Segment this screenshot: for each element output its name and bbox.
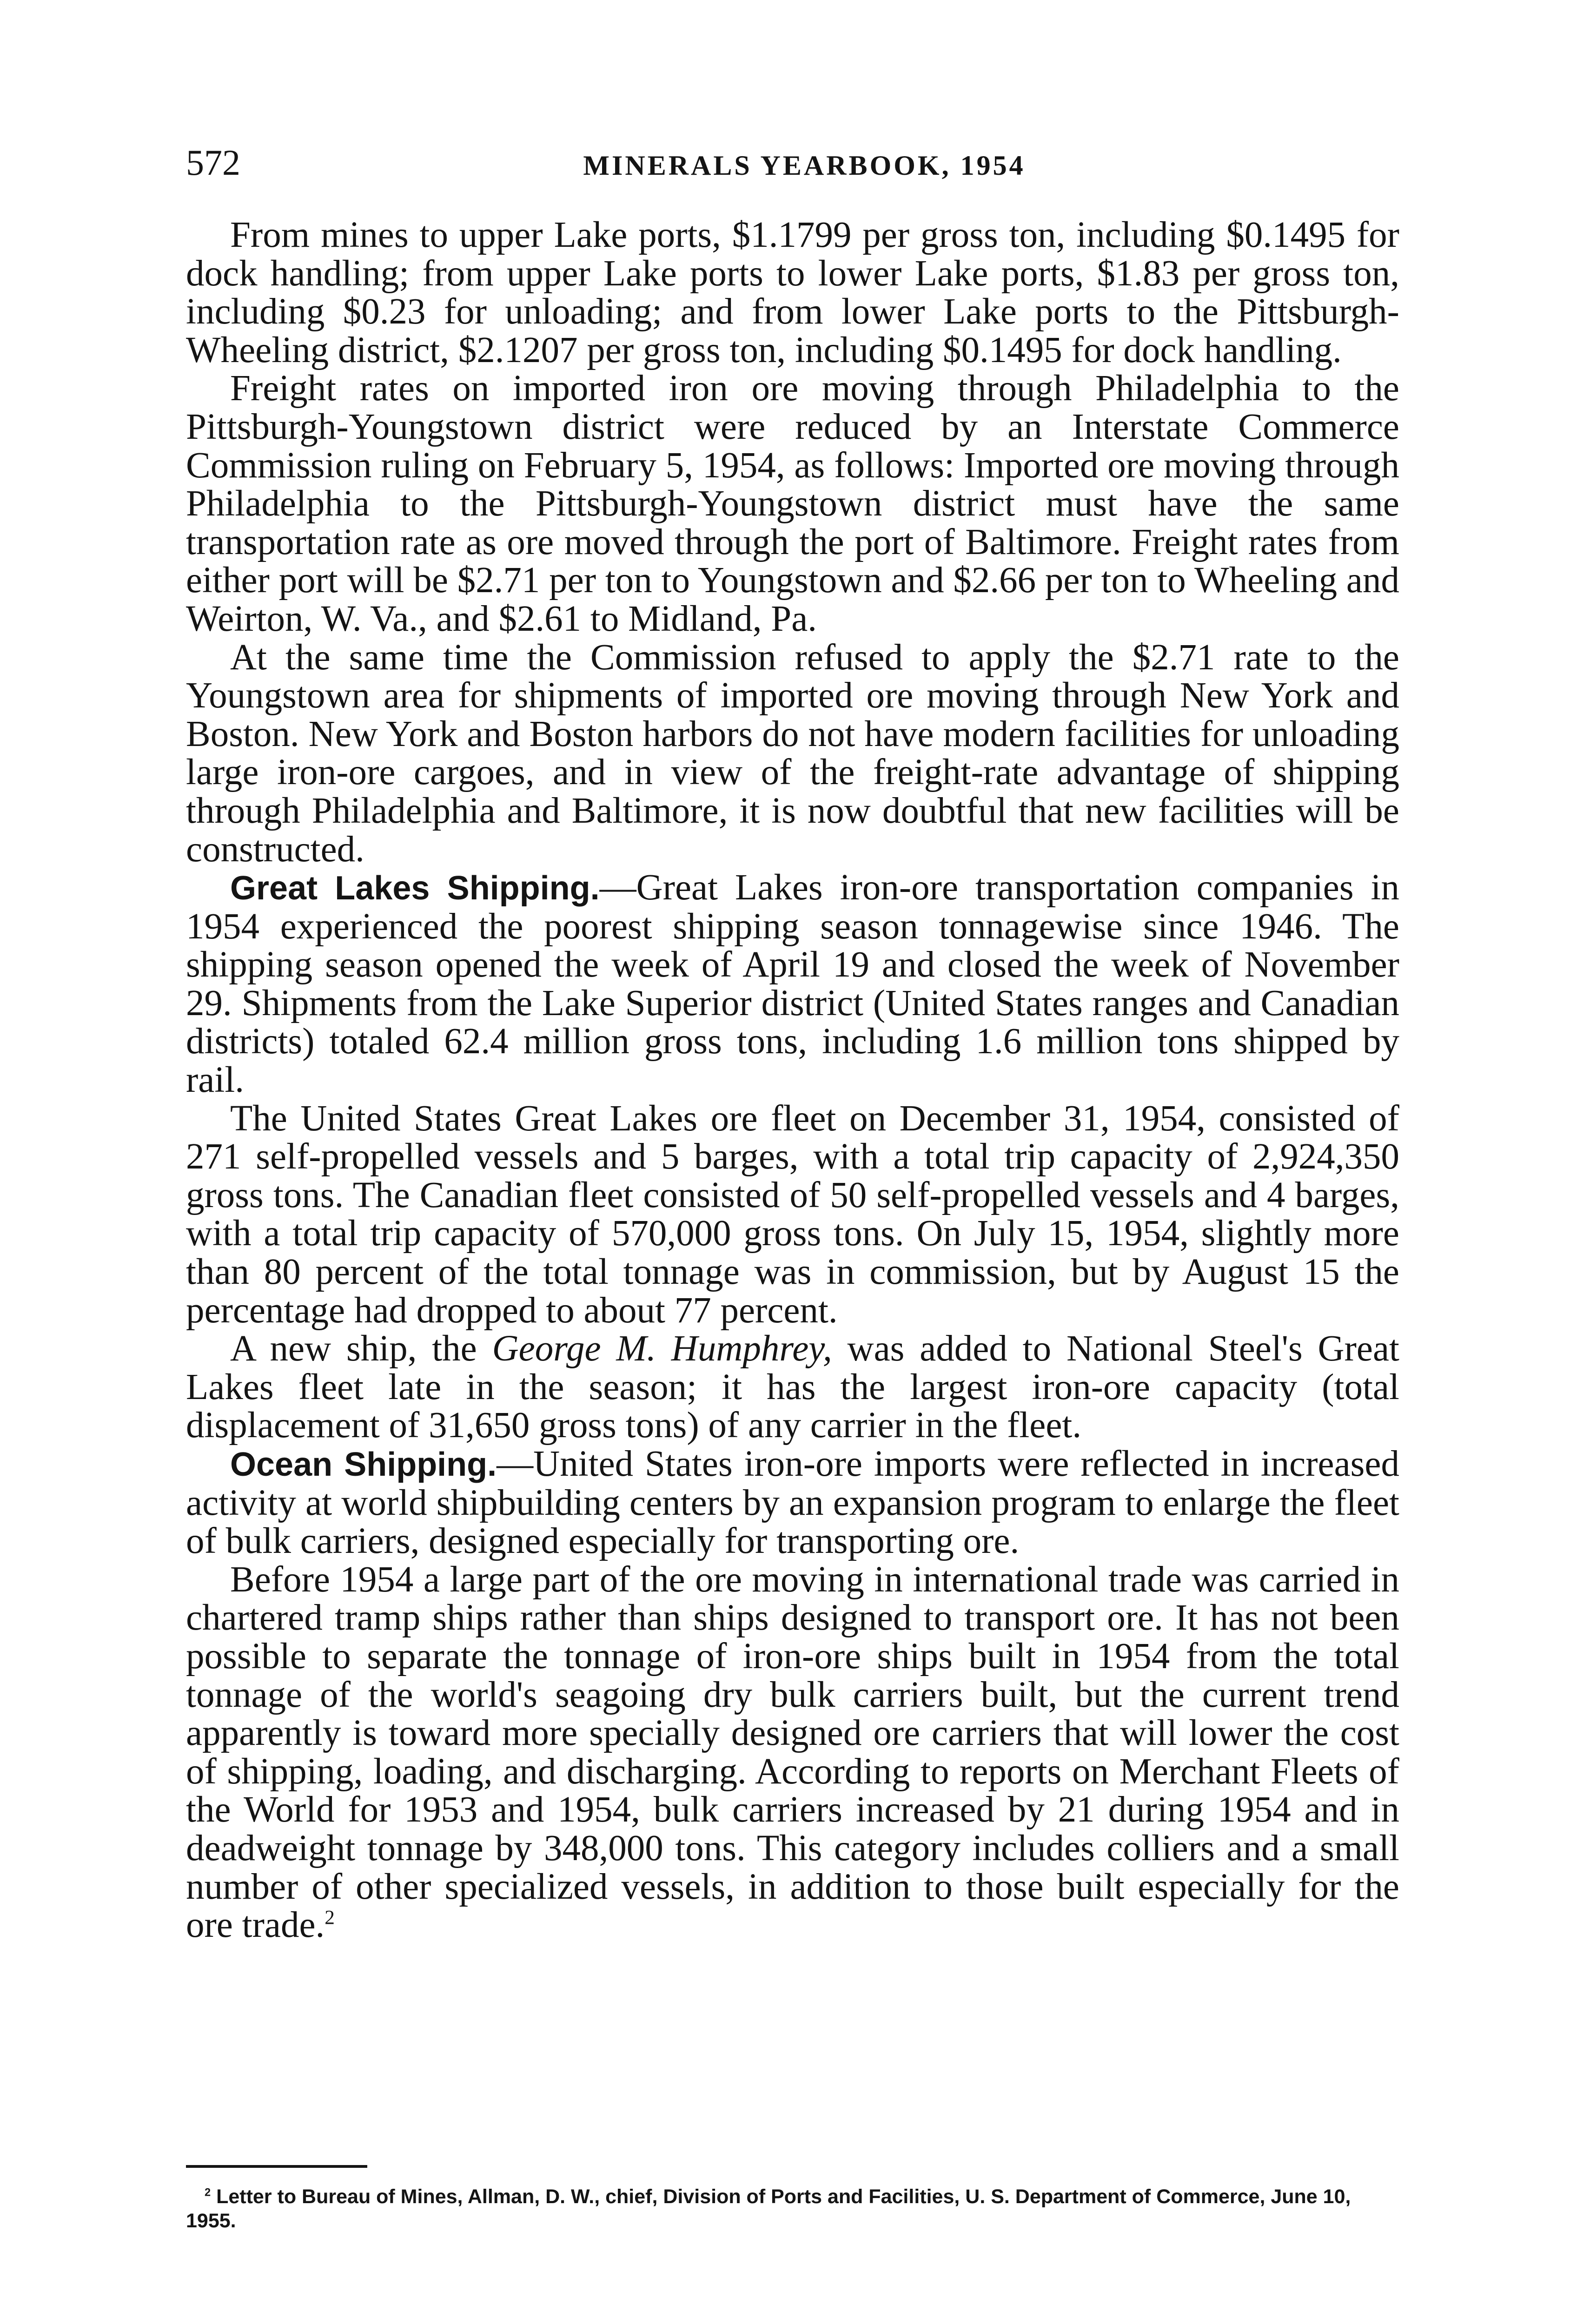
paragraph (186, 639, 1399, 869)
paragraph (186, 869, 1399, 1100)
paragraph (186, 216, 1399, 370)
footnote-marker: 2 (205, 2186, 211, 2199)
paragraph (186, 370, 1399, 638)
section-heading-great-lakes-shipping: Great Lakes Shipping. (230, 870, 600, 907)
page-number: 572 (186, 142, 240, 183)
paragraph (186, 1561, 1399, 1945)
paragraph-text: The United States Great Lakes ore fleet on December 31, 1954, consisted of 271 self-propelled vessels and 5 barges, with a total trip capacity of 2,924,350 gross tons. The Canadian fleet consisted of 50 self-propelled vessels and 4 barges, with a total trip capacity of 570,000 gross tons. On July 15, 1954, slightly more than 80 percent of the total tonnage was in commission, but by August 15 the percentage had dropped to about 77 percent. (186, 1098, 1399, 1331)
paragraph (186, 1445, 1399, 1561)
paragraph (186, 1100, 1399, 1330)
ship-name: George M. Humphrey, (492, 1328, 832, 1369)
paragraph-text: Before 1954 a large part of the ore moving in international trade was carried in chartered tramp ships rather than ships designed to transport ore. It has not been possible to separate the tonnage of iron-ore ships built in 1954 from the total tonnage of the world's seagoing dry bulk carriers built, but the current trend apparently is toward more specially designed ore carriers that will lower the cost of shipping, loading, and discharging. According to reports on Merchant Fleets of the World for 1953 and 1954, bulk carriers increased by 21 during 1954 and in deadweight tonnage by 348,000 tons. This category includes colliers and a small number of other specialized vessels, in addition to those built especially for the ore trade. (186, 1559, 1399, 1946)
footnote-divider (186, 2165, 367, 2168)
section-heading-ocean-shipping: Ocean Shipping. (230, 1446, 497, 1483)
paragraph-text: —United States iron-ore imports were reflected in increased activity at world shipbuilding centers by an expansion program to enlarge the fleet of bulk carriers, designed especially for transporting ore. (186, 1444, 1399, 1562)
page-header (186, 139, 1423, 191)
body-text (186, 216, 1399, 1945)
paragraph-text: —Great Lakes iron-ore transportation companies in 1954 experienced the poorest shipping season tonnagewise since 1946. The shipping season opened the week of April 19 and closed the week of November 29. Shipments from the Lake Superior district (United States ranges and Canadian districts) totaled 62.4 million gross tons, including 1.6 million tons shipped by rail. (186, 867, 1400, 1101)
paragraph-text: A new ship, the (230, 1328, 492, 1369)
footnote (186, 2185, 1399, 2233)
paragraph-text: From mines to upper Lake ports, $1.1799 per gross ton, including $0.1495 for dock handling; from upper Lake ports to lower Lake ports, $1.83 per gross ton, including $0.23 for unloading; and from lower Lake ports to the Pittsburgh-Wheeling district, $2.1207 per gross ton, including $0.1495 for dock handling. (186, 215, 1399, 370)
running-head: MINERALS YEARBOOK, 1954 (583, 150, 1026, 181)
footnote-reference: 2 (325, 1906, 335, 1929)
paragraph (186, 1330, 1399, 1445)
paragraph-text: Freight rates on imported iron ore moving through Philadelphia to the Pittsburgh-Youngstown district were reduced by an Interstate Commerce Commission ruling on February 5, 1954, as follows: Imported ore moving through Philadelphia to the Pittsburgh-Youngstown district must have the same transportation rate as ore moved through the port of Baltimore. Freight rates from either port will be $2.71 per ton to Youngstown and $2.66 per ton to Wheeling and Weirton, W. Va., and $2.61 to Midland, Pa. (186, 368, 1399, 639)
footnote-text: Letter to Bureau of Mines, Allman, D. W., chief, Division of Ports and Facilities, U. S. Department of Commerce, June 10, 1955. (186, 2185, 1351, 2232)
paragraph-text: was added to National Steel's Great Lakes fleet late in the season; it has the largest iron-ore capacity (total displacement of 31,650 gross tons) of any carrier in the fleet. (186, 1328, 1400, 1446)
paragraph-text: At the same time the Commission refused to apply the $2.71 rate to the Youngstown area for shipments of imported ore moving through New York and Boston. New York and Boston harbors do not have modern facilities for unloading large iron-ore cargoes, and in view of the freight-rate advantage of shipping through Philadelphia and Baltimore, it is now doubtful that new facilities will be constructed. (186, 637, 1399, 870)
